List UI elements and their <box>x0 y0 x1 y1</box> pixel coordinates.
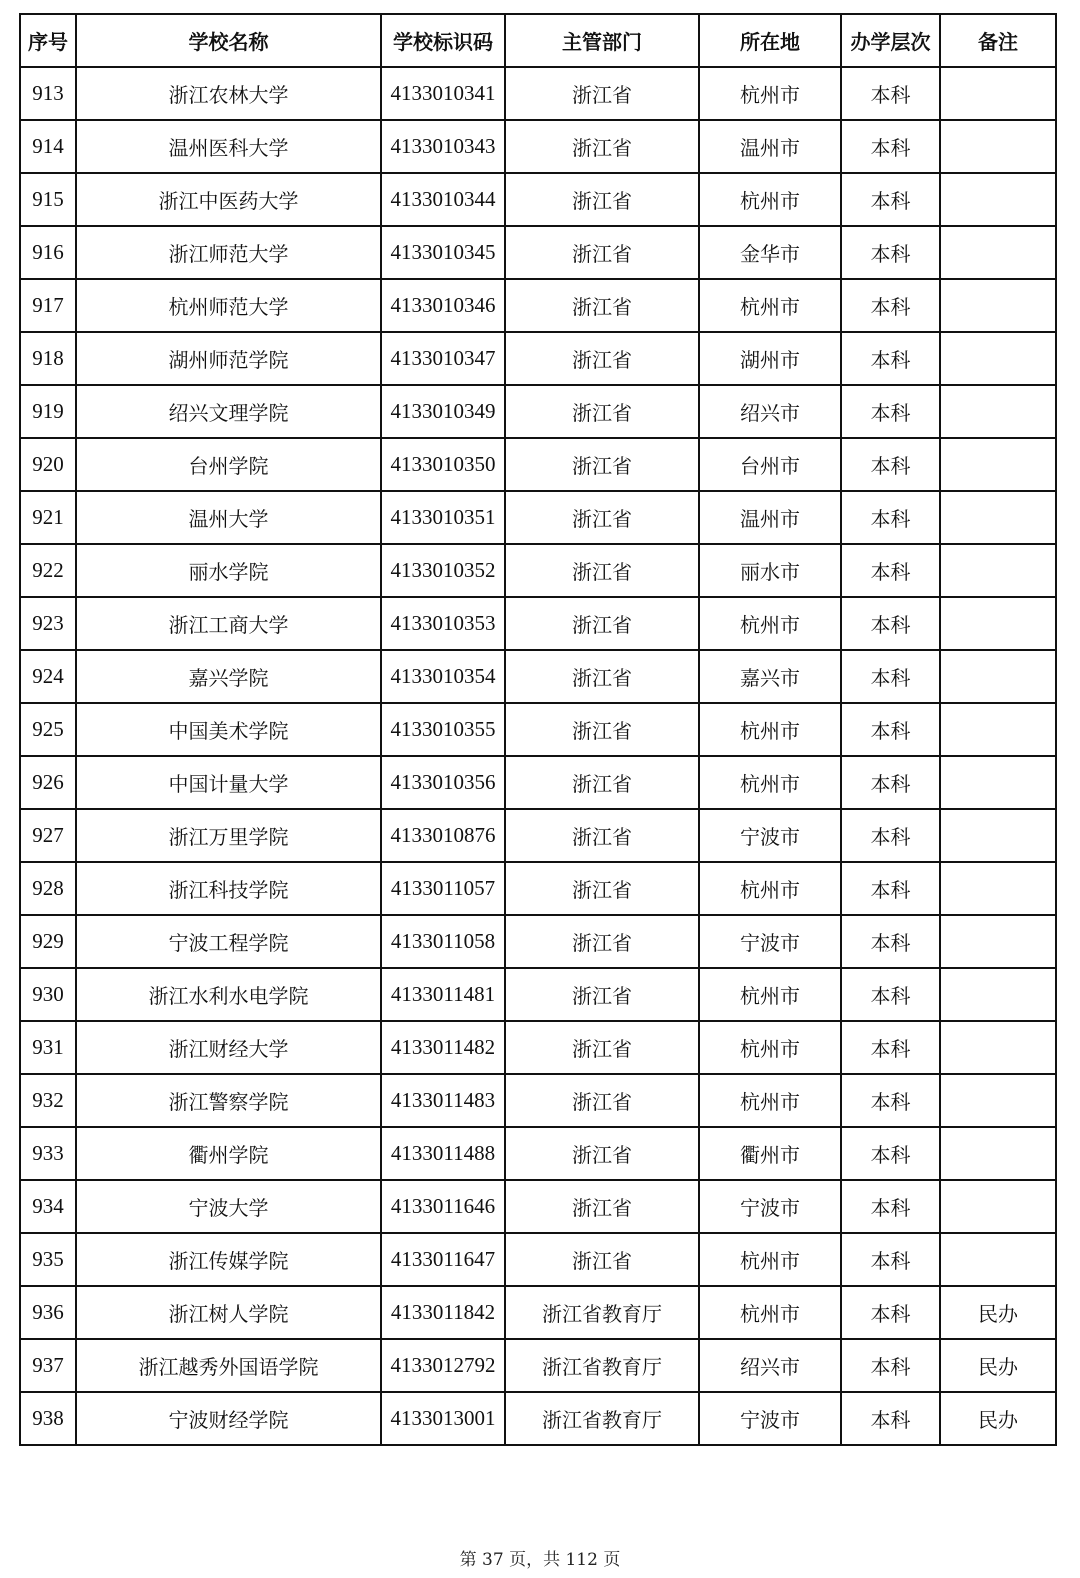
school-code-cell: 4133012792 <box>381 1339 505 1392</box>
authority-cell: 浙江省 <box>505 120 699 173</box>
level-cell: 本科 <box>841 226 940 279</box>
authority-cell: 浙江省 <box>505 332 699 385</box>
location-cell: 杭州市 <box>699 173 841 226</box>
row-index-cell: 927 <box>20 809 76 862</box>
location-cell: 台州市 <box>699 438 841 491</box>
remarks-cell <box>940 597 1056 650</box>
table-body <box>20 67 1056 1445</box>
level-cell: 本科 <box>841 756 940 809</box>
table-row <box>20 597 1056 650</box>
location-cell: 丽水市 <box>699 544 841 597</box>
level-cell: 本科 <box>841 1074 940 1127</box>
school-code-cell: 4133010345 <box>381 226 505 279</box>
level-cell: 本科 <box>841 703 940 756</box>
row-index-cell: 922 <box>20 544 76 597</box>
school-code-cell: 4133011488 <box>381 1127 505 1180</box>
remarks-cell <box>940 968 1056 1021</box>
location-cell: 杭州市 <box>699 1286 841 1339</box>
remarks-cell <box>940 226 1056 279</box>
location-cell: 绍兴市 <box>699 385 841 438</box>
table-row <box>20 438 1056 491</box>
school-name-cell: 浙江财经大学 <box>76 1021 381 1074</box>
authority-cell: 浙江省 <box>505 173 699 226</box>
level-cell: 本科 <box>841 1180 940 1233</box>
school-name-cell: 浙江万里学院 <box>76 809 381 862</box>
school-name-cell: 绍兴文理学院 <box>76 385 381 438</box>
table-row <box>20 385 1056 438</box>
remarks-cell <box>940 1021 1056 1074</box>
level-cell: 本科 <box>841 173 940 226</box>
row-index-cell: 930 <box>20 968 76 1021</box>
school-name-cell: 温州大学 <box>76 491 381 544</box>
level-cell: 本科 <box>841 1339 940 1392</box>
authority-cell: 浙江省 <box>505 385 699 438</box>
authority-cell: 浙江省 <box>505 67 699 120</box>
row-index-cell: 935 <box>20 1233 76 1286</box>
remarks-cell <box>940 173 1056 226</box>
row-index-cell: 936 <box>20 1286 76 1339</box>
table-row <box>20 1339 1056 1392</box>
location-cell: 杭州市 <box>699 1021 841 1074</box>
school-code-cell: 4133011647 <box>381 1233 505 1286</box>
authority-cell: 浙江省 <box>505 968 699 1021</box>
school-name-cell: 宁波财经学院 <box>76 1392 381 1445</box>
level-cell: 本科 <box>841 438 940 491</box>
table-row <box>20 756 1056 809</box>
authority-cell: 浙江省教育厅 <box>505 1392 699 1445</box>
level-cell: 本科 <box>841 862 940 915</box>
school-code-cell: 4133010353 <box>381 597 505 650</box>
authority-cell: 浙江省 <box>505 915 699 968</box>
school-code-cell: 4133011842 <box>381 1286 505 1339</box>
table-row <box>20 173 1056 226</box>
table-row <box>20 1074 1056 1127</box>
remarks-cell: 民办 <box>940 1286 1056 1339</box>
location-cell: 绍兴市 <box>699 1339 841 1392</box>
location-cell: 杭州市 <box>699 1074 841 1127</box>
table-row <box>20 1233 1056 1286</box>
school-name-cell: 浙江工商大学 <box>76 597 381 650</box>
row-index-cell: 932 <box>20 1074 76 1127</box>
school-list-table <box>19 13 1057 1446</box>
row-index-cell: 921 <box>20 491 76 544</box>
level-cell: 本科 <box>841 915 940 968</box>
school-name-cell: 浙江科技学院 <box>76 862 381 915</box>
level-cell: 本科 <box>841 544 940 597</box>
row-index-cell: 920 <box>20 438 76 491</box>
school-code-cell: 4133010346 <box>381 279 505 332</box>
remarks-cell <box>940 1127 1056 1180</box>
row-index-cell: 937 <box>20 1339 76 1392</box>
row-index-cell: 916 <box>20 226 76 279</box>
header-authority: 主管部门 <box>505 14 699 67</box>
table-row <box>20 1286 1056 1339</box>
level-cell: 本科 <box>841 1127 940 1180</box>
page-number: 第 37 页，共 112 页 <box>459 1550 621 1570</box>
school-code-cell: 4133011482 <box>381 1021 505 1074</box>
level-cell: 本科 <box>841 968 940 1021</box>
location-cell: 宁波市 <box>699 915 841 968</box>
school-code-cell: 4133010356 <box>381 756 505 809</box>
table-row <box>20 1392 1056 1445</box>
row-index-cell: 923 <box>20 597 76 650</box>
school-name-cell: 嘉兴学院 <box>76 650 381 703</box>
school-code-cell: 4133010876 <box>381 809 505 862</box>
remarks-cell <box>940 491 1056 544</box>
authority-cell: 浙江省 <box>505 1074 699 1127</box>
authority-cell: 浙江省 <box>505 1233 699 1286</box>
location-cell: 温州市 <box>699 120 841 173</box>
remarks-cell <box>940 1074 1056 1127</box>
row-index-cell: 918 <box>20 332 76 385</box>
level-cell: 本科 <box>841 279 940 332</box>
location-cell: 金华市 <box>699 226 841 279</box>
school-code-cell: 4133013001 <box>381 1392 505 1445</box>
school-name-cell: 浙江水利水电学院 <box>76 968 381 1021</box>
row-index-cell: 913 <box>20 67 76 120</box>
remarks-cell <box>940 332 1056 385</box>
location-cell: 杭州市 <box>699 703 841 756</box>
school-code-cell: 4133010350 <box>381 438 505 491</box>
location-cell: 宁波市 <box>699 809 841 862</box>
authority-cell: 浙江省 <box>505 438 699 491</box>
authority-cell: 浙江省教育厅 <box>505 1286 699 1339</box>
location-cell: 杭州市 <box>699 968 841 1021</box>
level-cell: 本科 <box>841 385 940 438</box>
school-name-cell: 衢州学院 <box>76 1127 381 1180</box>
school-code-cell: 4133011058 <box>381 915 505 968</box>
remarks-cell <box>940 915 1056 968</box>
remarks-cell: 民办 <box>940 1339 1056 1392</box>
header-school-code: 学校标识码 <box>381 14 505 67</box>
level-cell: 本科 <box>841 1286 940 1339</box>
authority-cell: 浙江省 <box>505 756 699 809</box>
school-name-cell: 浙江传媒学院 <box>76 1233 381 1286</box>
school-name-cell: 宁波工程学院 <box>76 915 381 968</box>
school-code-cell: 4133011483 <box>381 1074 505 1127</box>
school-name-cell: 中国计量大学 <box>76 756 381 809</box>
table-row <box>20 1180 1056 1233</box>
authority-cell: 浙江省 <box>505 650 699 703</box>
table-row <box>20 120 1056 173</box>
row-index-cell: 924 <box>20 650 76 703</box>
level-cell: 本科 <box>841 1233 940 1286</box>
school-name-cell: 杭州师范大学 <box>76 279 381 332</box>
level-cell: 本科 <box>841 650 940 703</box>
authority-cell: 浙江省 <box>505 544 699 597</box>
header-remarks: 备注 <box>940 14 1056 67</box>
table-row <box>20 226 1056 279</box>
remarks-cell <box>940 279 1056 332</box>
remarks-cell <box>940 67 1056 120</box>
school-name-cell: 浙江树人学院 <box>76 1286 381 1339</box>
school-code-cell: 4133010355 <box>381 703 505 756</box>
level-cell: 本科 <box>841 597 940 650</box>
school-name-cell: 浙江警察学院 <box>76 1074 381 1127</box>
remarks-cell <box>940 544 1056 597</box>
remarks-cell <box>940 1233 1056 1286</box>
header-location: 所在地 <box>699 14 841 67</box>
remarks-cell <box>940 809 1056 862</box>
location-cell: 杭州市 <box>699 279 841 332</box>
school-code-cell: 4133010344 <box>381 173 505 226</box>
location-cell: 杭州市 <box>699 862 841 915</box>
authority-cell: 浙江省 <box>505 226 699 279</box>
location-cell: 湖州市 <box>699 332 841 385</box>
authority-cell: 浙江省 <box>505 597 699 650</box>
school-name-cell: 丽水学院 <box>76 544 381 597</box>
authority-cell: 浙江省 <box>505 1180 699 1233</box>
level-cell: 本科 <box>841 332 940 385</box>
row-index-cell: 931 <box>20 1021 76 1074</box>
school-code-cell: 4133011057 <box>381 862 505 915</box>
school-name-cell: 浙江中医药大学 <box>76 173 381 226</box>
school-code-cell: 4133010341 <box>381 67 505 120</box>
remarks-cell <box>940 650 1056 703</box>
authority-cell: 浙江省 <box>505 703 699 756</box>
table-row <box>20 703 1056 756</box>
level-cell: 本科 <box>841 1021 940 1074</box>
school-code-cell: 4133010347 <box>381 332 505 385</box>
remarks-cell <box>940 1180 1056 1233</box>
remarks-cell <box>940 756 1056 809</box>
school-code-cell: 4133010354 <box>381 650 505 703</box>
table-row <box>20 809 1056 862</box>
authority-cell: 浙江省 <box>505 809 699 862</box>
authority-cell: 浙江省 <box>505 491 699 544</box>
row-index-cell: 928 <box>20 862 76 915</box>
table-row <box>20 67 1056 120</box>
header-index: 序号 <box>20 14 76 67</box>
school-name-cell: 温州医科大学 <box>76 120 381 173</box>
location-cell: 宁波市 <box>699 1392 841 1445</box>
remarks-cell <box>940 120 1056 173</box>
table-row <box>20 968 1056 1021</box>
school-name-cell: 浙江农林大学 <box>76 67 381 120</box>
remarks-cell <box>940 703 1056 756</box>
table-row <box>20 650 1056 703</box>
table-row <box>20 491 1056 544</box>
authority-cell: 浙江省 <box>505 1127 699 1180</box>
row-index-cell: 914 <box>20 120 76 173</box>
school-name-cell: 中国美术学院 <box>76 703 381 756</box>
authority-cell: 浙江省 <box>505 279 699 332</box>
remarks-cell <box>940 385 1056 438</box>
level-cell: 本科 <box>841 120 940 173</box>
remarks-cell: 民办 <box>940 1392 1056 1445</box>
level-cell: 本科 <box>841 491 940 544</box>
authority-cell: 浙江省 <box>505 862 699 915</box>
level-cell: 本科 <box>841 809 940 862</box>
row-index-cell: 934 <box>20 1180 76 1233</box>
school-code-cell: 4133010352 <box>381 544 505 597</box>
school-code-cell: 4133010351 <box>381 491 505 544</box>
school-name-cell: 浙江越秀外国语学院 <box>76 1339 381 1392</box>
school-name-cell: 浙江师范大学 <box>76 226 381 279</box>
remarks-cell <box>940 438 1056 491</box>
table-row <box>20 279 1056 332</box>
location-cell: 杭州市 <box>699 67 841 120</box>
header-school-name: 学校名称 <box>76 14 381 67</box>
school-code-cell: 4133011646 <box>381 1180 505 1233</box>
row-index-cell: 938 <box>20 1392 76 1445</box>
location-cell: 嘉兴市 <box>699 650 841 703</box>
location-cell: 宁波市 <box>699 1180 841 1233</box>
row-index-cell: 917 <box>20 279 76 332</box>
table-header-row <box>20 14 1056 67</box>
row-index-cell: 925 <box>20 703 76 756</box>
school-code-cell: 4133010343 <box>381 120 505 173</box>
location-cell: 衢州市 <box>699 1127 841 1180</box>
level-cell: 本科 <box>841 67 940 120</box>
row-index-cell: 926 <box>20 756 76 809</box>
table-row <box>20 544 1056 597</box>
table-row <box>20 1021 1056 1074</box>
table-row <box>20 332 1056 385</box>
authority-cell: 浙江省教育厅 <box>505 1339 699 1392</box>
school-code-cell: 4133010349 <box>381 385 505 438</box>
row-index-cell: 919 <box>20 385 76 438</box>
row-index-cell: 929 <box>20 915 76 968</box>
location-cell: 杭州市 <box>699 597 841 650</box>
school-name-cell: 台州学院 <box>76 438 381 491</box>
table-row <box>20 1127 1056 1180</box>
school-name-cell: 宁波大学 <box>76 1180 381 1233</box>
school-name-cell: 湖州师范学院 <box>76 332 381 385</box>
header-level: 办学层次 <box>841 14 940 67</box>
table-row <box>20 915 1056 968</box>
remarks-cell <box>940 862 1056 915</box>
location-cell: 杭州市 <box>699 1233 841 1286</box>
row-index-cell: 933 <box>20 1127 76 1180</box>
table-row <box>20 862 1056 915</box>
row-index-cell: 915 <box>20 173 76 226</box>
level-cell: 本科 <box>841 1392 940 1445</box>
location-cell: 杭州市 <box>699 756 841 809</box>
authority-cell: 浙江省 <box>505 1021 699 1074</box>
school-code-cell: 4133011481 <box>381 968 505 1021</box>
location-cell: 温州市 <box>699 491 841 544</box>
